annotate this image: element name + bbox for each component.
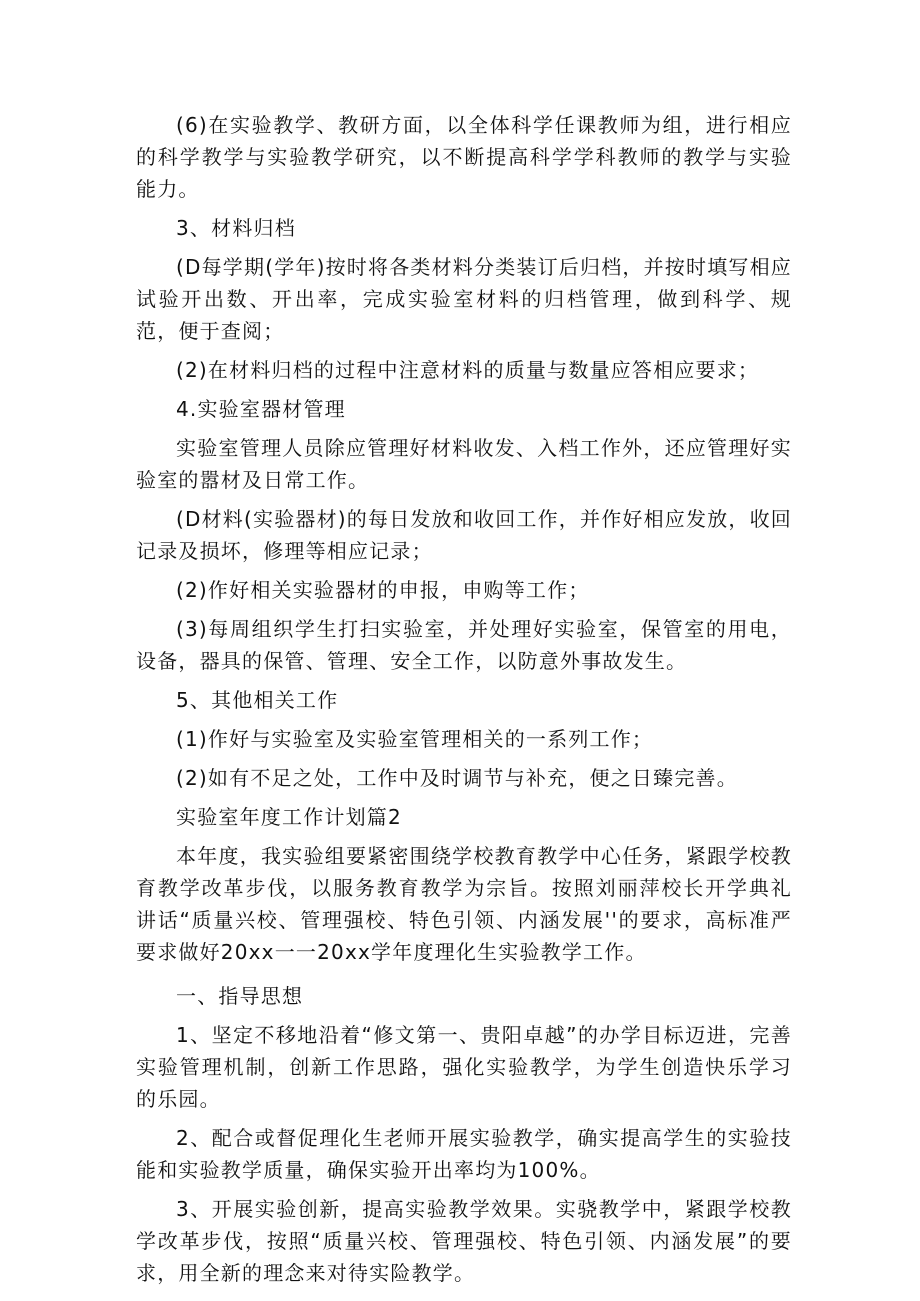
section-heading-material-archiving: 3、材料归档 [176,216,296,240]
section-heading-guiding-ideology: 一、指导思想 [176,984,304,1008]
document-body [136,109,792,1289]
section-heading-equipment-management: 4.实验室器材管理 [176,397,346,421]
paragraph-weekly-cleaning: (3)每周组织学生打扫实验室，并处理好实验室，保管室的用电，设备，器具的保管、管理、安全工作，以防意外事故发生。 [136,617,792,673]
paragraph-improvement: (2)如有不足之处，工作中及时调节与补充，便之日臻完善。 [176,766,738,790]
paragraph-equipment-purchase: (2)作好相关实验器材的申报，申购等工作； [176,578,590,602]
paragraph-annual-goal: 本年度，我实验组要紧密围绕学校教育教学中心任务，紧跟学校教育教学改革步伐，以服务教育教学为宗旨。按照刘丽萍校长开学典礼讲话“质量兴校、管理强校、特色引领、内涵发展''的要求，高标准严要求做好20xx一一20xx学年度理化生实验教学工作。 [136,844,792,964]
section-heading-other-work: 5、其他相关工作 [176,688,339,712]
article-title-plan-2: 实验室年度工作计划篇2 [176,805,402,829]
paragraph-archive-each-term: (D每学期(学年)按时将各类材料分类装订后归档，并按时填写相应试验开出数、开出率，完成实验室材料的归档管理，做到科学、规范，便于查阅； [136,255,793,343]
paragraph-guideline-1: 1、坚定不移地沿着“修文第一、贵阳卓越”的办学目标迈进，完善实验管理机制，创新工作思路，强化实验教学，为学生创造快乐学习的乐园。 [136,1023,792,1111]
paragraph-related-work: (1)作好与实验室及实验室管理相关的一系列工作； [176,727,654,751]
paragraph-manager-duties: 实验室管理人员除应管理好材料收发、入档工作外，还应管理好实验室的嚣材及日常工作。 [136,436,792,492]
paragraph-item-6-teaching-research: (6)在实验教学、教研方面，以全体科学任课教师为组，进行相应的科学教学与实验教学研究，以不断提高科学学科教师的教学与实验能力。 [136,113,792,201]
paragraph-daily-distribution: (D材料(实验器材)的每日发放和收回工作，并作好相应发放，收回记录及损坏，修理等相应记录； [136,507,793,563]
paragraph-guideline-3: 3、开展实验创新，提高实验教学效果。实骁教学中，紧跟学校教学改革步伐，按照“质量兴校、管理强校、特色引领、内涵发展”的要求，用全新的理念来对待实险教学。 [136,1197,792,1285]
paragraph-guideline-2: 2、配合或督促理化生老师开展实验教学，确实提高学生的实验技能和实验教学质量，确保实验开出率均为100%。 [136,1126,792,1182]
paragraph-archive-quality: (2)在材料归档的过程中注意材料的质量与数量应答相应要求； [176,358,760,382]
